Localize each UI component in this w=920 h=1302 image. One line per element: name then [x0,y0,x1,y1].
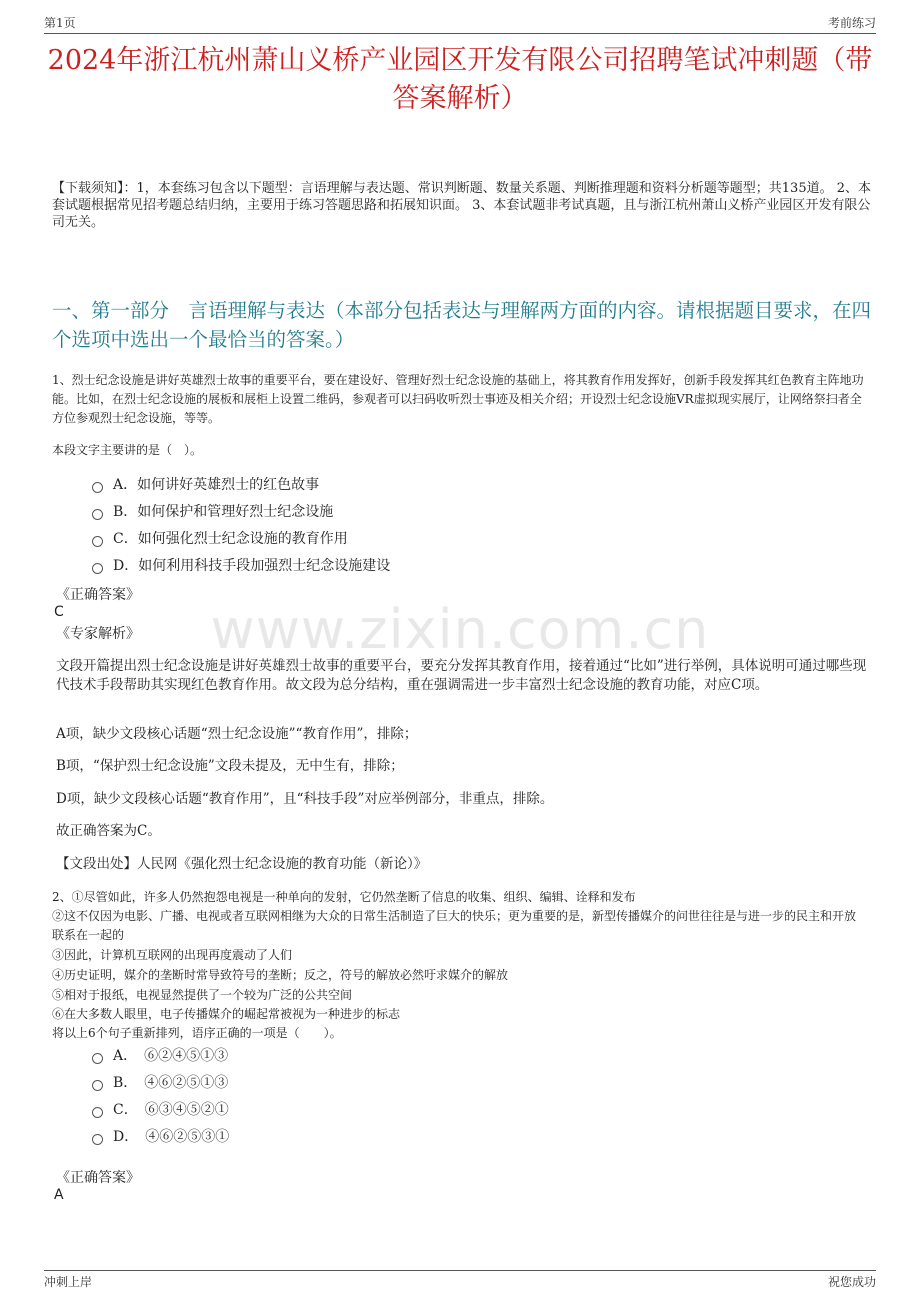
q1-note-b: B项，“保护烈士纪念设施”文段未提及，无中生有，排除； [56,758,404,774]
radio-icon[interactable] [92,482,103,493]
option-label: C． ⑥③④⑤②① [113,1102,229,1118]
header-label: 考前练习 [827,16,876,30]
question-1-stem: 1、烈士纪念设施是讲好英雄烈士故事的重要平台，要在建设好、管理好烈士纪念设施的基础上，将其教育作用发挥好，创新手段发挥其红色教育主阵地功能。比如，在烈士纪念设施的展板和展柜上设置二维码，参观者可以扫码收听烈士事迹及相关介绍；开设烈士纪念设施VR虚拟现实展厅，让网络祭扫者全方位参观烈士纪念设施，等等。 [52,373,864,425]
radio-icon[interactable] [92,536,103,547]
q2-line-1: 2、①尽管如此，许多人仍然抱怨电视是一种单向的发射，它仍然垄断了信息的收集、组织、编辑、诠释和发布 [52,890,636,904]
radio-icon[interactable] [92,1134,103,1145]
option-label: D．如何利用科技手段加强烈士纪念设施建设 [113,558,391,574]
q1-note-d: D项，缺少文段核心话题“教育作用”，且“科技手段”对应举例部分，非重点，排除。 [56,791,554,807]
footer-right: 祝您成功 [827,1275,876,1289]
radio-icon[interactable] [92,509,103,520]
footer-divider [44,1270,876,1271]
q2-option-b[interactable] [92,1073,228,1093]
q1-answer: C [54,604,64,620]
option-label: A．如何讲好英雄烈士的红色故事 [113,477,320,493]
question-1-prompt: 本段文字主要讲的是（ ）。 [52,443,203,457]
q1-analysis-label: 《专家解析》 [56,626,140,642]
option-label: B．如何保护和管理好烈士纪念设施 [113,504,334,520]
footer-left: 冲刺上岸 [44,1275,93,1289]
q1-answer-label: 《正确答案》 [56,587,140,603]
q1-option-c[interactable] [92,529,348,549]
radio-icon[interactable] [92,563,103,574]
q2-line-3: ③因此，计算机互联网的出现再度震动了人们 [52,948,293,962]
q2-option-a[interactable] [92,1046,228,1066]
q2-option-d[interactable] [92,1127,229,1147]
radio-icon[interactable] [92,1080,103,1091]
q2-line-5: ⑤相对于报纸，电视显然提供了一个较为广泛的公共空间 [52,988,353,1002]
q2-line-4: ④历史证明，媒介的垄断时常导致符号的垄断；反之，符号的解放必然吁求媒介的解放 [52,968,509,982]
option-label: D． ④⑥②⑤③① [113,1129,230,1145]
option-label: B． ④⑥②⑤①③ [113,1075,229,1091]
q2-answer-label: 《正确答案》 [56,1170,140,1186]
radio-icon[interactable] [92,1053,103,1064]
q1-note-a: A项，缺少文段核心话题“烈士纪念设施”“教育作用”，排除； [56,726,418,742]
section-heading: 一、第一部分 言语理解与表达（本部分包括表达与理解两方面的内容。请根据题目要求，在四个选项中选出一个最恰当的答案。） [52,299,872,351]
q1-option-a[interactable] [92,475,319,495]
q2-line-2: ②这不仅因为电影、广播、电视或者互联网相继为大众的日常生活制造了巨大的快乐；更为重要的是，新型传播媒介的问世往往是与进一步的民主和开放联系在一起的 [52,909,857,942]
q1-conclusion: 故正确答案为C。 [56,823,161,839]
download-notice: 【下载须知】：1，本套练习包含以下题型：言语理解与表达题、常识判断题、数量关系题、判断推理题和资料分析题等题型；共135道。 2、本套试题根据常见招考题总结归纳，主要用于练习答题思路和拓展知识面。 3、本套试题非考试真题，且与浙江杭州萧山义桥产业园区开发有限公司无关。 [52,181,871,230]
option-label: A． ⑥②④⑤①③ [113,1048,229,1064]
q2-option-c[interactable] [92,1100,229,1120]
q1-analysis: 文段开篇提出烈士纪念设施是讲好英雄烈士故事的重要平台，要充分发挥其教育作用，接着通过“比如”进行举例，具体说明可通过哪些现代技术手段帮助其实现红色教育作用。故文段为总分结构，重在强调需进一步丰富烈士纪念设施的教育功能，对应C项。 [56,658,867,693]
option-label: C．如何强化烈士纪念设施的教育作用 [113,531,348,547]
q1-source: 【文段出处】人民网《强化烈士纪念设施的教育功能（新论）》 [56,856,428,872]
watermark: www.zixin.com.cn [210,598,710,661]
page-number: 第1页 [44,16,76,30]
page-title: 2024年浙江杭州萧山义桥产业园区开发有限公司招聘笔试冲刺题（带答案解析） [47,45,873,114]
q2-line-6: ⑥在大多数人眼里，电子传播媒介的崛起常被视为一种进步的标志 [52,1007,401,1021]
q1-option-b[interactable] [92,502,333,522]
q2-answer: A [54,1187,64,1203]
q1-option-d[interactable] [92,556,390,576]
q2-prompt: 将以上6个句子重新排列，语序正确的一项是（ ）。 [52,1026,342,1040]
radio-icon[interactable] [92,1107,103,1118]
header-divider [44,33,876,34]
